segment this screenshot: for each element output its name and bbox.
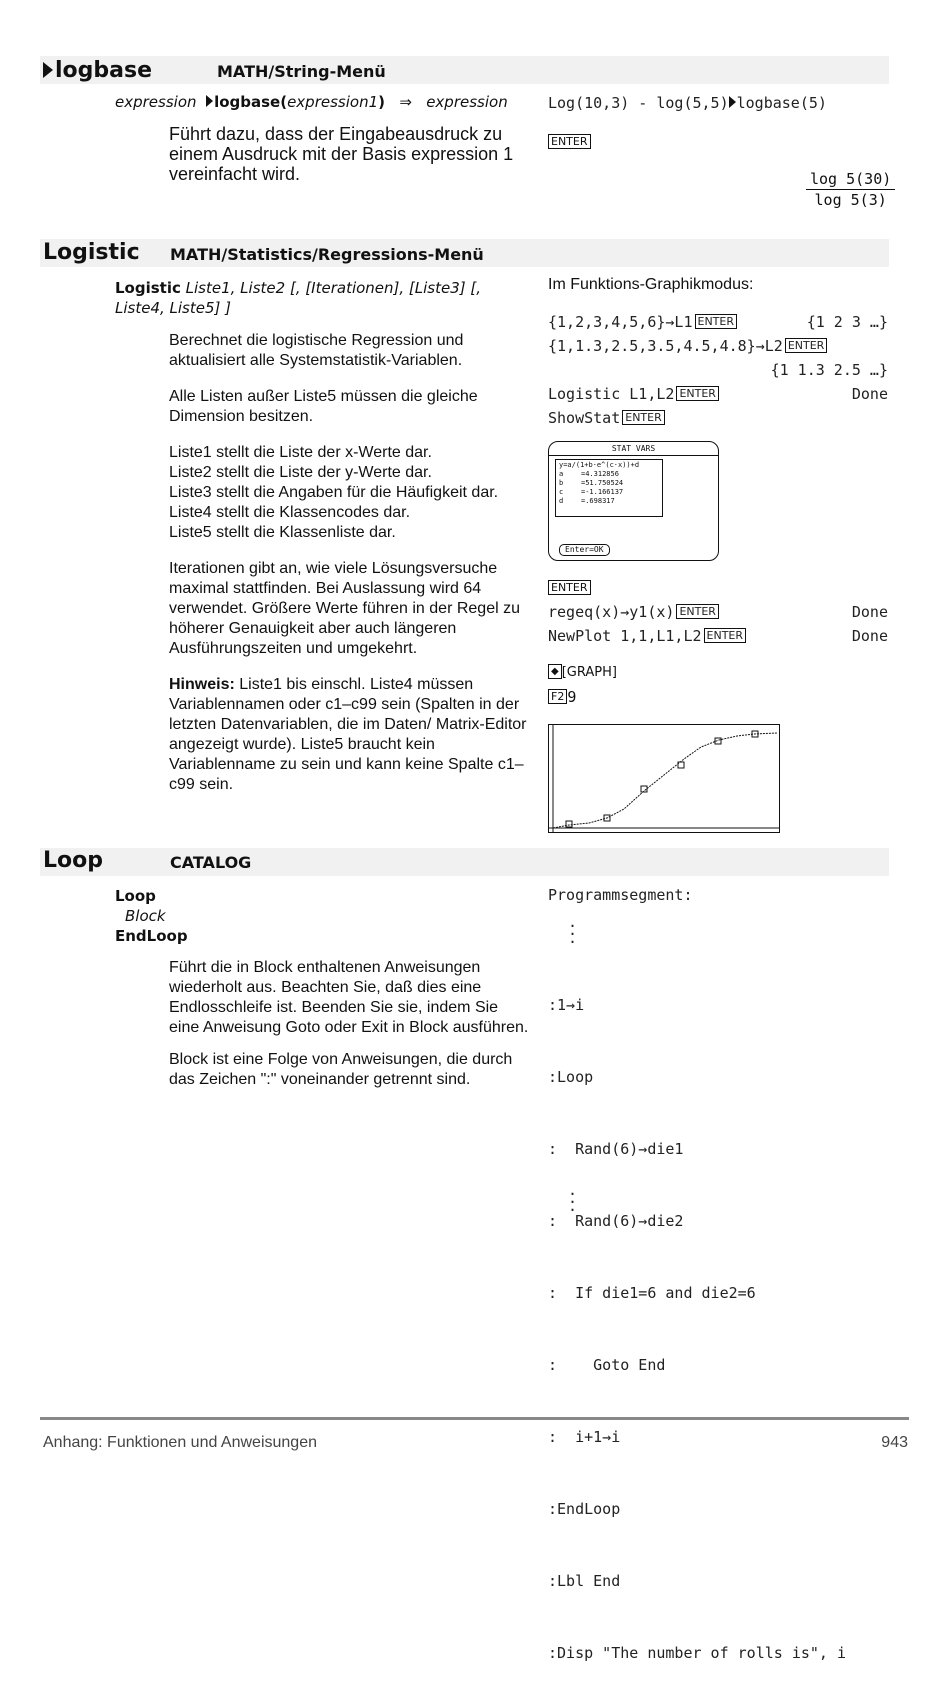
example-line: {1,2,3,4,5,6}→L1 ENTER {1 2 3 …} [548,313,888,331]
graph-key-sequence: ◆ [GRAPH] [548,664,617,680]
desc-iterations: Iterationen gibt an, wie viele Lösungsversuche maximal stattfinden. Bei Auslassung wird 64 verwendet. Größere Werte führen in der Regel zu höherer Genauigkeit aber auch längeren Ausführungszeiten und umgekehrt. [169,560,520,657]
f2-key-sequence: F2 9 [548,688,576,706]
loop-description [169,958,531,1090]
footer-rule [40,1417,909,1420]
syntax-result: expression [426,93,508,111]
desc-paragraph-1: Berechnet die logistische Regression und aktualisiert alle Systemstatistik-Variablen. [169,332,464,369]
data-point [641,786,647,792]
desc-paragraph-2: Block ist eine Folge von Anweisungen, die durch das Zeichen ":" voneinander getrennt sind. [169,1051,513,1088]
stat-row: a =4.312856 [559,470,619,478]
fraction-numerator: log 5(30) [810,170,892,188]
code-line: : If die1=6 and die2=6 [548,1284,756,1302]
data-point [678,762,684,768]
vertical-ellipsis-icon: . . . [568,913,578,947]
logbase-title: logbase [43,58,152,83]
example-line: {1,1.3,2.5,3.5,4.5,4.8}→L2 ENTER [548,334,888,358]
code-line: :Loop [548,1068,594,1086]
enter-key-standalone: ENTER [548,580,591,598]
program-label: Programmsegment: [548,886,693,904]
hint-paragraph [169,675,531,795]
syntax-command: Logistic [115,279,181,297]
list3-definition: Liste3 stellt die Angaben für die Häufigkeit dar. [169,484,499,501]
code-line: : Rand(6)→die1 [548,1140,684,1158]
stat-row: d =.698317 [559,497,615,505]
logbase-header-bar [40,56,889,84]
footer-page-number: 943 [881,1434,908,1451]
footer-chapter-title: Anhang: Funktionen und Anweisungen [43,1434,317,1451]
stat-vars-screen [548,441,719,561]
convert-triangle-icon [206,95,213,107]
logistic-graph [548,724,780,833]
syntax-block: Block [125,907,166,925]
loop-header-bar [40,848,889,876]
syntax-close: ) [378,93,385,111]
loop-menu-path: CATALOG [170,853,252,872]
code-line: : i+1→i [548,1428,621,1446]
list4-definition: Liste4 stellt die Klassencodes dar. [169,504,411,521]
logbase-description: Führt dazu, dass der Eingabeausdruck zu einem Ausdruck mit der Basis expression 1 vereinfacht wird. [169,124,514,184]
fraction-bar [806,189,895,190]
loop-syntax [115,886,188,946]
logistic-description [169,331,531,795]
stat-row: b =51.750524 [559,479,624,487]
example-line: {1 1.3 2.5 …} [770,361,888,379]
diamond-key-icon: ◆ [548,664,562,679]
syntax-loop: Loop [115,887,156,905]
syntax-endloop: EndLoop [115,927,188,945]
stat-vars-title: STAT VARS [549,442,718,456]
example-line: ShowStat ENTER [548,406,888,430]
logistic-curve-plot [549,725,779,832]
enter-ok-button[interactable]: Enter=OK [559,544,610,556]
code-line: : Rand(6)→die2 [548,1212,684,1230]
fraction-denominator: log 5(3) [814,191,887,209]
vertical-ellipsis-icon: . . . [568,1181,578,1215]
code-line: :1→i [548,996,585,1014]
program-code [548,945,846,1689]
logistic-title: Logistic [43,240,140,265]
logbase-enter-key: ENTER [548,134,591,152]
hint-label: Hinweis: [169,676,235,693]
stat-formula: y=a/(1+b·e^(c·x))+d [559,461,640,469]
stat-row: c =-1.166137 [559,488,624,496]
desc-paragraph-1: Führt die in Block enthaltenen Anweisungen wiederholt aus. Beachten Sie, daß dies eine Endlosschleife ist. Beenden Sie sie, indem Sie eine Anweisung Goto oder Exit in Block ausführen. [169,959,529,1036]
logbase-syntax [115,93,508,111]
logbase-result-fraction [806,170,895,209]
convert-triangle-icon [43,62,53,78]
loop-title: Loop [43,848,103,873]
syntax-function: logbase( [214,93,288,111]
example-line: Logistic L1,L2 ENTER Done [548,385,888,403]
logbase-example-input: Log(10,3) - log(5,5) logbase(5) [548,94,827,112]
example-line: NewPlot 1,1,L1,L2 ENTER Done [548,627,888,645]
mode-label: Im Funktions-Graphikmodus: [548,276,754,293]
syntax-expression: expression [115,93,197,111]
syntax-argument: expression1 [287,93,379,111]
code-line: :Disp "The number of rolls is", i [548,1644,847,1662]
hint-text: Liste1 bis einschl. Liste4 müssen Variablennamen oder c1–c99 sein (Spalten in der letzten Datenvariablen, die im Daten/ Matrix-Editor angezeigt wurde). Liste5 braucht kein Variablenname zu sein und kann keine Spalte c1–c99 sein. [169,676,527,793]
convert-triangle-icon [729,96,736,108]
code-line: :EndLoop [548,1500,621,1518]
list1-definition: Liste1 stellt die Liste der x-Werte dar. [169,444,432,461]
stat-vars-box [555,459,663,517]
logistic-example-lines-2 [548,600,888,648]
data-point [566,821,572,827]
logistic-menu-path: MATH/Statistics/Regressions-Menü [170,245,484,264]
code-line: : Goto End [548,1356,666,1374]
logistic-example-lines [548,310,888,430]
implies-arrow: ⇒ [399,93,412,111]
logistic-syntax [115,278,515,318]
logbase-menu-path: MATH/String-Menü [217,62,386,81]
code-line: :Lbl End [548,1572,621,1590]
list2-definition: Liste2 stellt die Liste der y-Werte dar. [169,464,432,481]
example-line: regeq(x)→y1(x) ENTER Done [548,603,888,621]
desc-paragraph-2: Alle Listen außer Liste5 müssen die gleiche Dimension besitzen. [169,388,478,425]
syntax-arguments: Liste1, Liste2 [, [Iterationen], [Liste3] [, Liste4, Liste5] ] [115,279,482,317]
regression-curve [553,733,777,828]
desc-list-definitions [169,443,531,543]
list5-definition: Liste5 stellt die Klassenliste dar. [169,524,396,541]
